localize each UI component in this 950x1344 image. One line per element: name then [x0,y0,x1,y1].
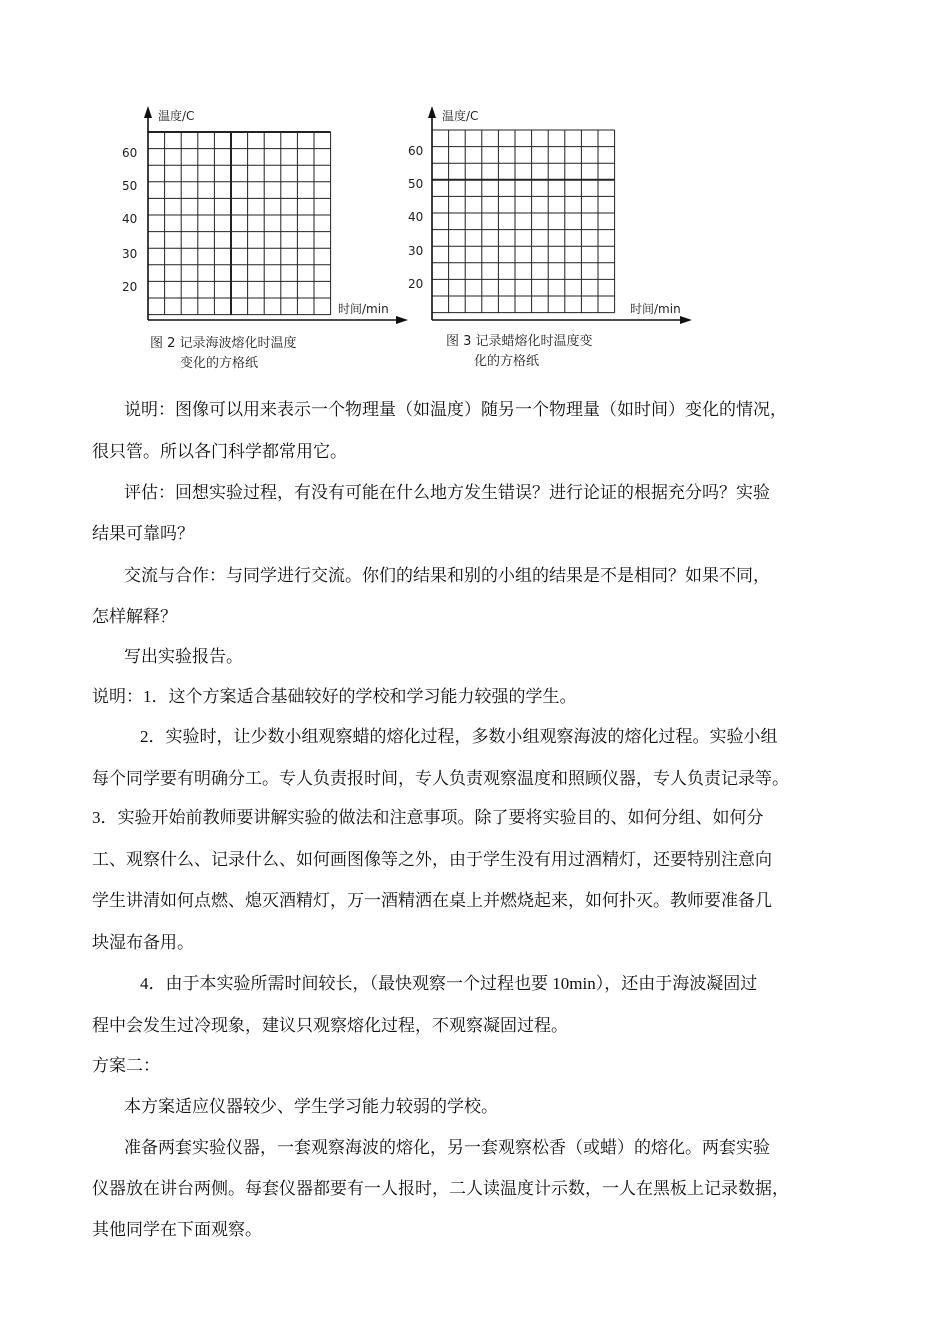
paragraph-line: 块湿布备用。 [92,933,194,952]
caption-line: 化的方格纸 [474,354,540,369]
paragraph-line: 准备两套实验仪器，一套观察海波的熔化，另一套观察松香（或蜡）的熔化。两套实验 [124,1138,770,1157]
figure-row [118,98,718,388]
caption-line: 变化的方格纸 [180,356,259,371]
y-tick: 50 [408,177,424,191]
y-tick: 20 [122,280,138,294]
y-ticks [408,144,423,291]
y-ticks [122,146,137,294]
paragraph-line: 结果可靠吗？ [92,524,194,543]
paragraph-line: 说明：1．这个方案适合基础较好的学校和学习能力较强的学生。 [92,687,577,706]
y-tick: 20 [408,277,424,291]
paragraph-line: 学生讲清如何点燃、熄灭酒精灯，万一酒精洒在桌上并燃烧起来，如何扑灭。教师要准备几 [92,891,772,910]
paragraph-line: 2．实验时，让少数小组观察蜡的熔化过程，多数小组观察海波的熔化过程。实验小组 [140,727,778,746]
x-axis-label: 时间/min [630,302,681,316]
paragraph-line: 工、观察什么、记录什么、如何画图像等之外，由于学生没有用过酒精灯，还要特别注意向 [92,850,772,869]
y-tick: 40 [408,210,424,224]
y-tick: 60 [122,146,138,160]
paragraph-line: 4．由于本实验所需时间较长，（最快观察一个过程也要 10min），还由于海波凝固过 [140,974,758,993]
figure-2 [118,98,408,371]
paragraph-line: 交流与合作：与同学进行交流。你们的结果和别的小组的结果是不是相同？如果不同， [124,566,770,585]
paragraph-line: 本方案适应仪器较少、学生学习能力较弱的学校。 [124,1097,498,1116]
y-tick: 60 [408,144,424,158]
paragraph-line: 很只管。所以各门科学都常用它。 [92,442,347,461]
paragraph-line: 其他同学在下面观察。 [92,1220,262,1239]
figure-3 [402,98,692,369]
caption-line: 图 2 记录海波熔化时温度 [150,336,297,351]
figure-caption [446,332,593,372]
y-axis-arrow-icon [428,106,436,118]
y-axis-label: 温度/C [158,109,195,123]
x-axis-label: 时间/min [338,302,389,316]
y-tick: 30 [122,247,138,261]
y-tick: 50 [122,179,138,193]
y-tick: 30 [408,244,424,258]
y-axis-arrow-icon [144,106,152,118]
paragraph-line: 仪器放在讲台两侧。每套仪器都要有一人报时，二人读温度计示数，一人在黑板上记录数据， [92,1179,789,1198]
paragraph-line: 写出实验报告。 [124,647,243,666]
y-tick: 40 [122,212,138,226]
grid-lines [432,130,615,313]
paragraph-line: 程中会发生过冷现象，建议只观察熔化过程，不观察凝固过程。 [92,1016,568,1035]
paragraph-line: 方案二： [92,1056,160,1075]
caption-line: 图 3 记录蜡熔化时温度变 [446,334,593,349]
paragraph-line: 评估：回想实验过程，有没有可能在什么地方发生错误？进行论证的根据充分吗？实验 [124,483,770,502]
figure-caption [150,334,297,374]
paragraph-line: 3．实验开始前教师要讲解实验的做法和注意事项。除了要将实验目的、如何分组、如何分 [92,808,764,827]
paragraph-line: 说明：图像可以用来表示一个物理量（如温度）随另一个物理量（如时间）变化的情况， [124,400,787,419]
y-axis-label: 温度/C [442,109,479,123]
grid-lines [148,132,331,315]
x-axis-arrow-icon [680,316,692,324]
paragraph-line: 每个同学要有明确分工。专人负责报时间，专人负责观察温度和照顾仪器，专人负责记录等。 [92,769,789,788]
paragraph-line: 怎样解释？ [92,607,177,626]
